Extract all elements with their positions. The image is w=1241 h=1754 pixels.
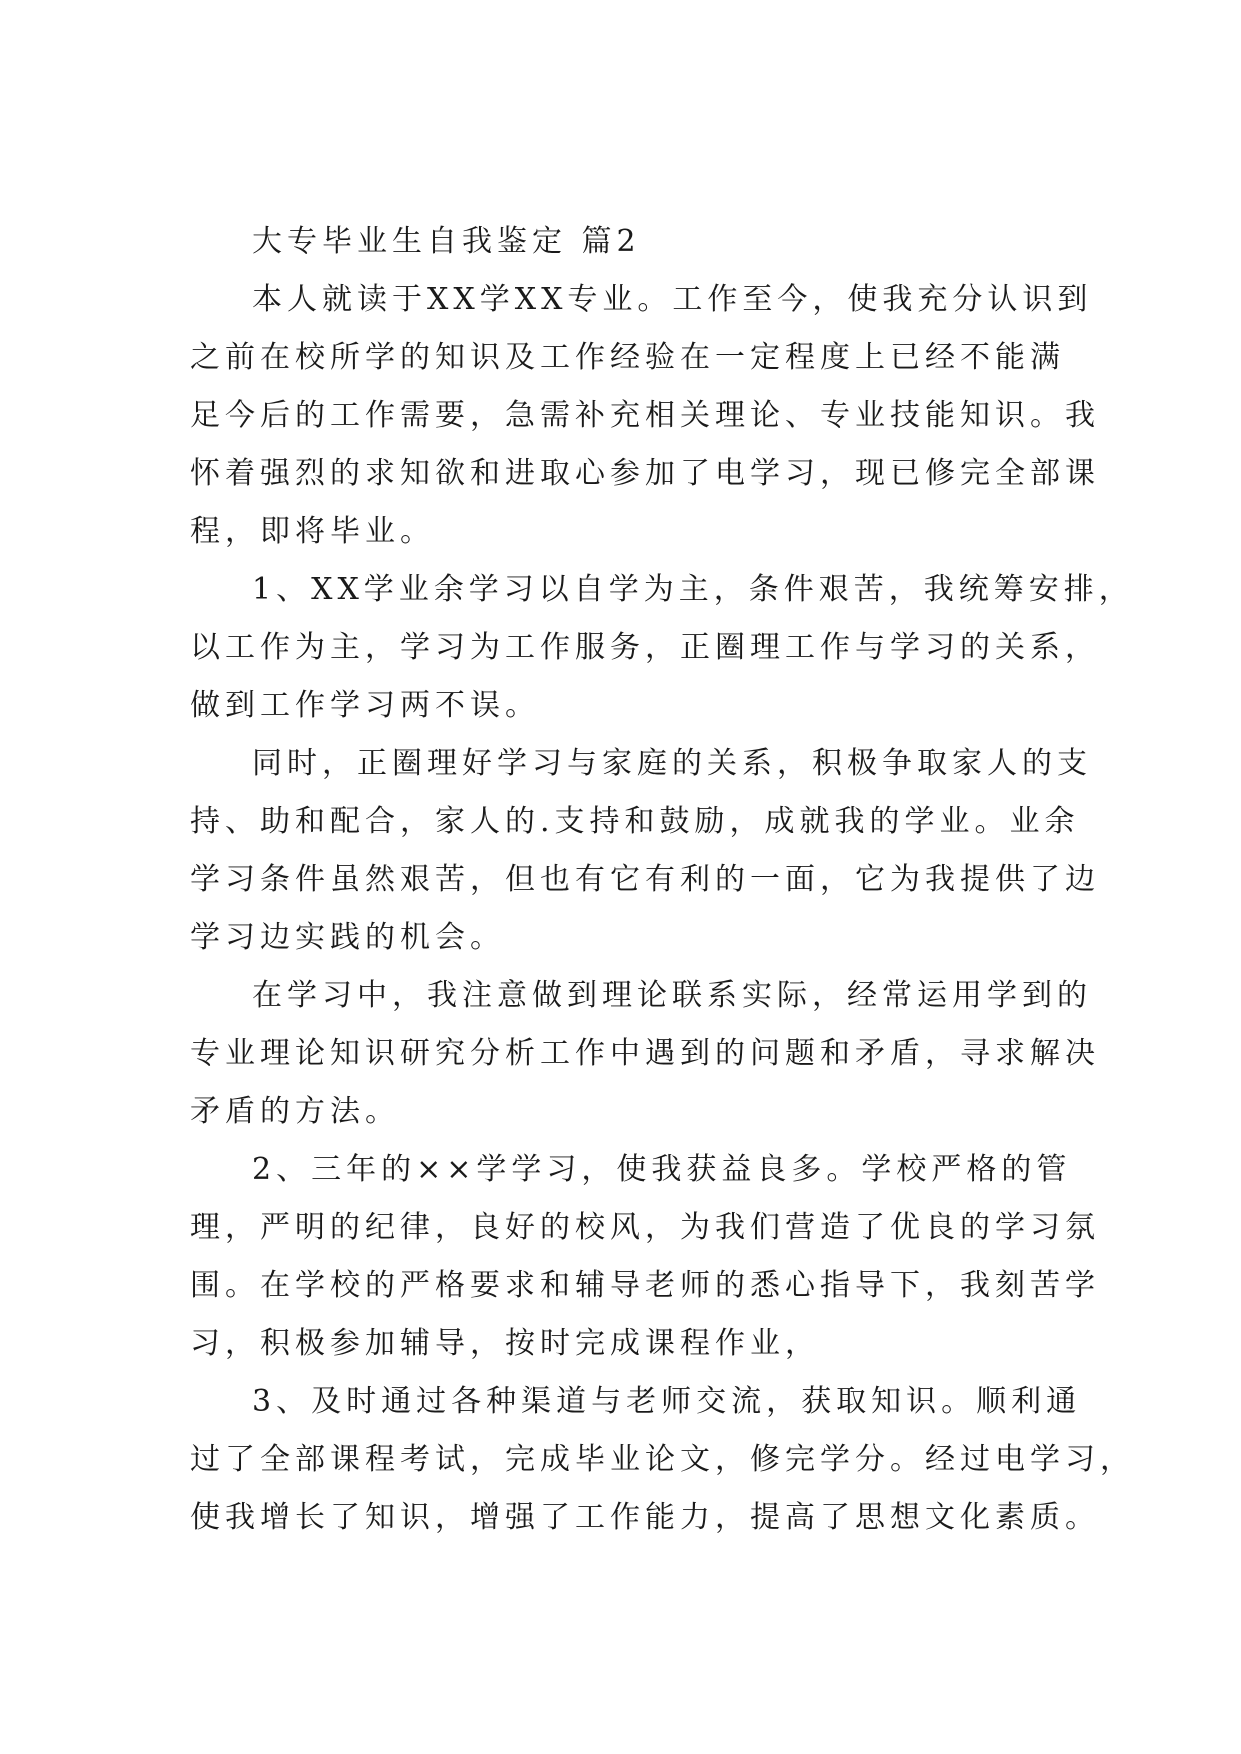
paragraph-line: 矛盾的方法。 xyxy=(190,1094,400,1129)
paragraph-line: 怀着强烈的求知欲和进取心参加了电学习，现已修完全部课 xyxy=(190,456,1100,491)
paragraph-line: 1、XX学业余学习以自学为主，条件艰苦，我统筹安排， xyxy=(252,572,1134,607)
paragraph-line: 围。在学校的严格要求和辅导老师的悉心指导下，我刻苦学 xyxy=(190,1268,1100,1303)
document-title: 大专毕业生自我鉴定 篇2 xyxy=(252,224,641,259)
paragraph-line: 本人就读于XX学XX专业。工作至今，使我充分认识到 xyxy=(252,282,1093,317)
paragraph-line: 学习条件虽然艰苦，但也有它有利的一面，它为我提供了边 xyxy=(190,862,1100,897)
paragraph-line: 程，即将毕业。 xyxy=(190,514,435,549)
paragraph-line: 习，积极参加辅导，按时完成课程作业， xyxy=(190,1326,820,1361)
paragraph-line: 2、三年的××学学习，使我获益良多。学校严格的管 xyxy=(252,1152,1072,1187)
paragraph-line: 做到工作学习两不误。 xyxy=(190,688,540,723)
document-body xyxy=(190,213,1135,1547)
paragraph-line: 使我增长了知识，增强了工作能力，提高了思想文化素质。 xyxy=(190,1500,1100,1535)
paragraph-line: 以工作为主，学习为工作服务，正圈理工作与学习的关系， xyxy=(190,630,1100,665)
paragraph-line: 在学习中，我注意做到理论联系实际，经常运用学到的 xyxy=(252,978,1092,1013)
paragraph-line: 同时，正圈理好学习与家庭的关系，积极争取家人的支 xyxy=(252,746,1092,781)
paragraph-line: 理，严明的纪律，良好的校风，为我们营造了优良的学习氛 xyxy=(190,1210,1100,1245)
paragraph-line: 学习边实践的机会。 xyxy=(190,920,505,955)
paragraph-line: 3、及时通过各种渠道与老师交流，获取知识。顺利通 xyxy=(252,1384,1082,1419)
paragraph-line: 持、助和配合，家人的.支持和鼓励，成就我的学业。业余 xyxy=(190,804,1080,839)
paragraph-line: 过了全部课程考试，完成毕业论文，修完学分。经过电学习， xyxy=(190,1442,1135,1477)
paragraph-line: 专业理论知识研究分析工作中遇到的问题和矛盾，寻求解决 xyxy=(190,1036,1100,1071)
paragraph-line: 足今后的工作需要，急需补充相关理论、专业技能知识。我 xyxy=(190,398,1100,433)
paragraph-line: 之前在校所学的知识及工作经验在一定程度上已经不能满 xyxy=(190,340,1065,375)
